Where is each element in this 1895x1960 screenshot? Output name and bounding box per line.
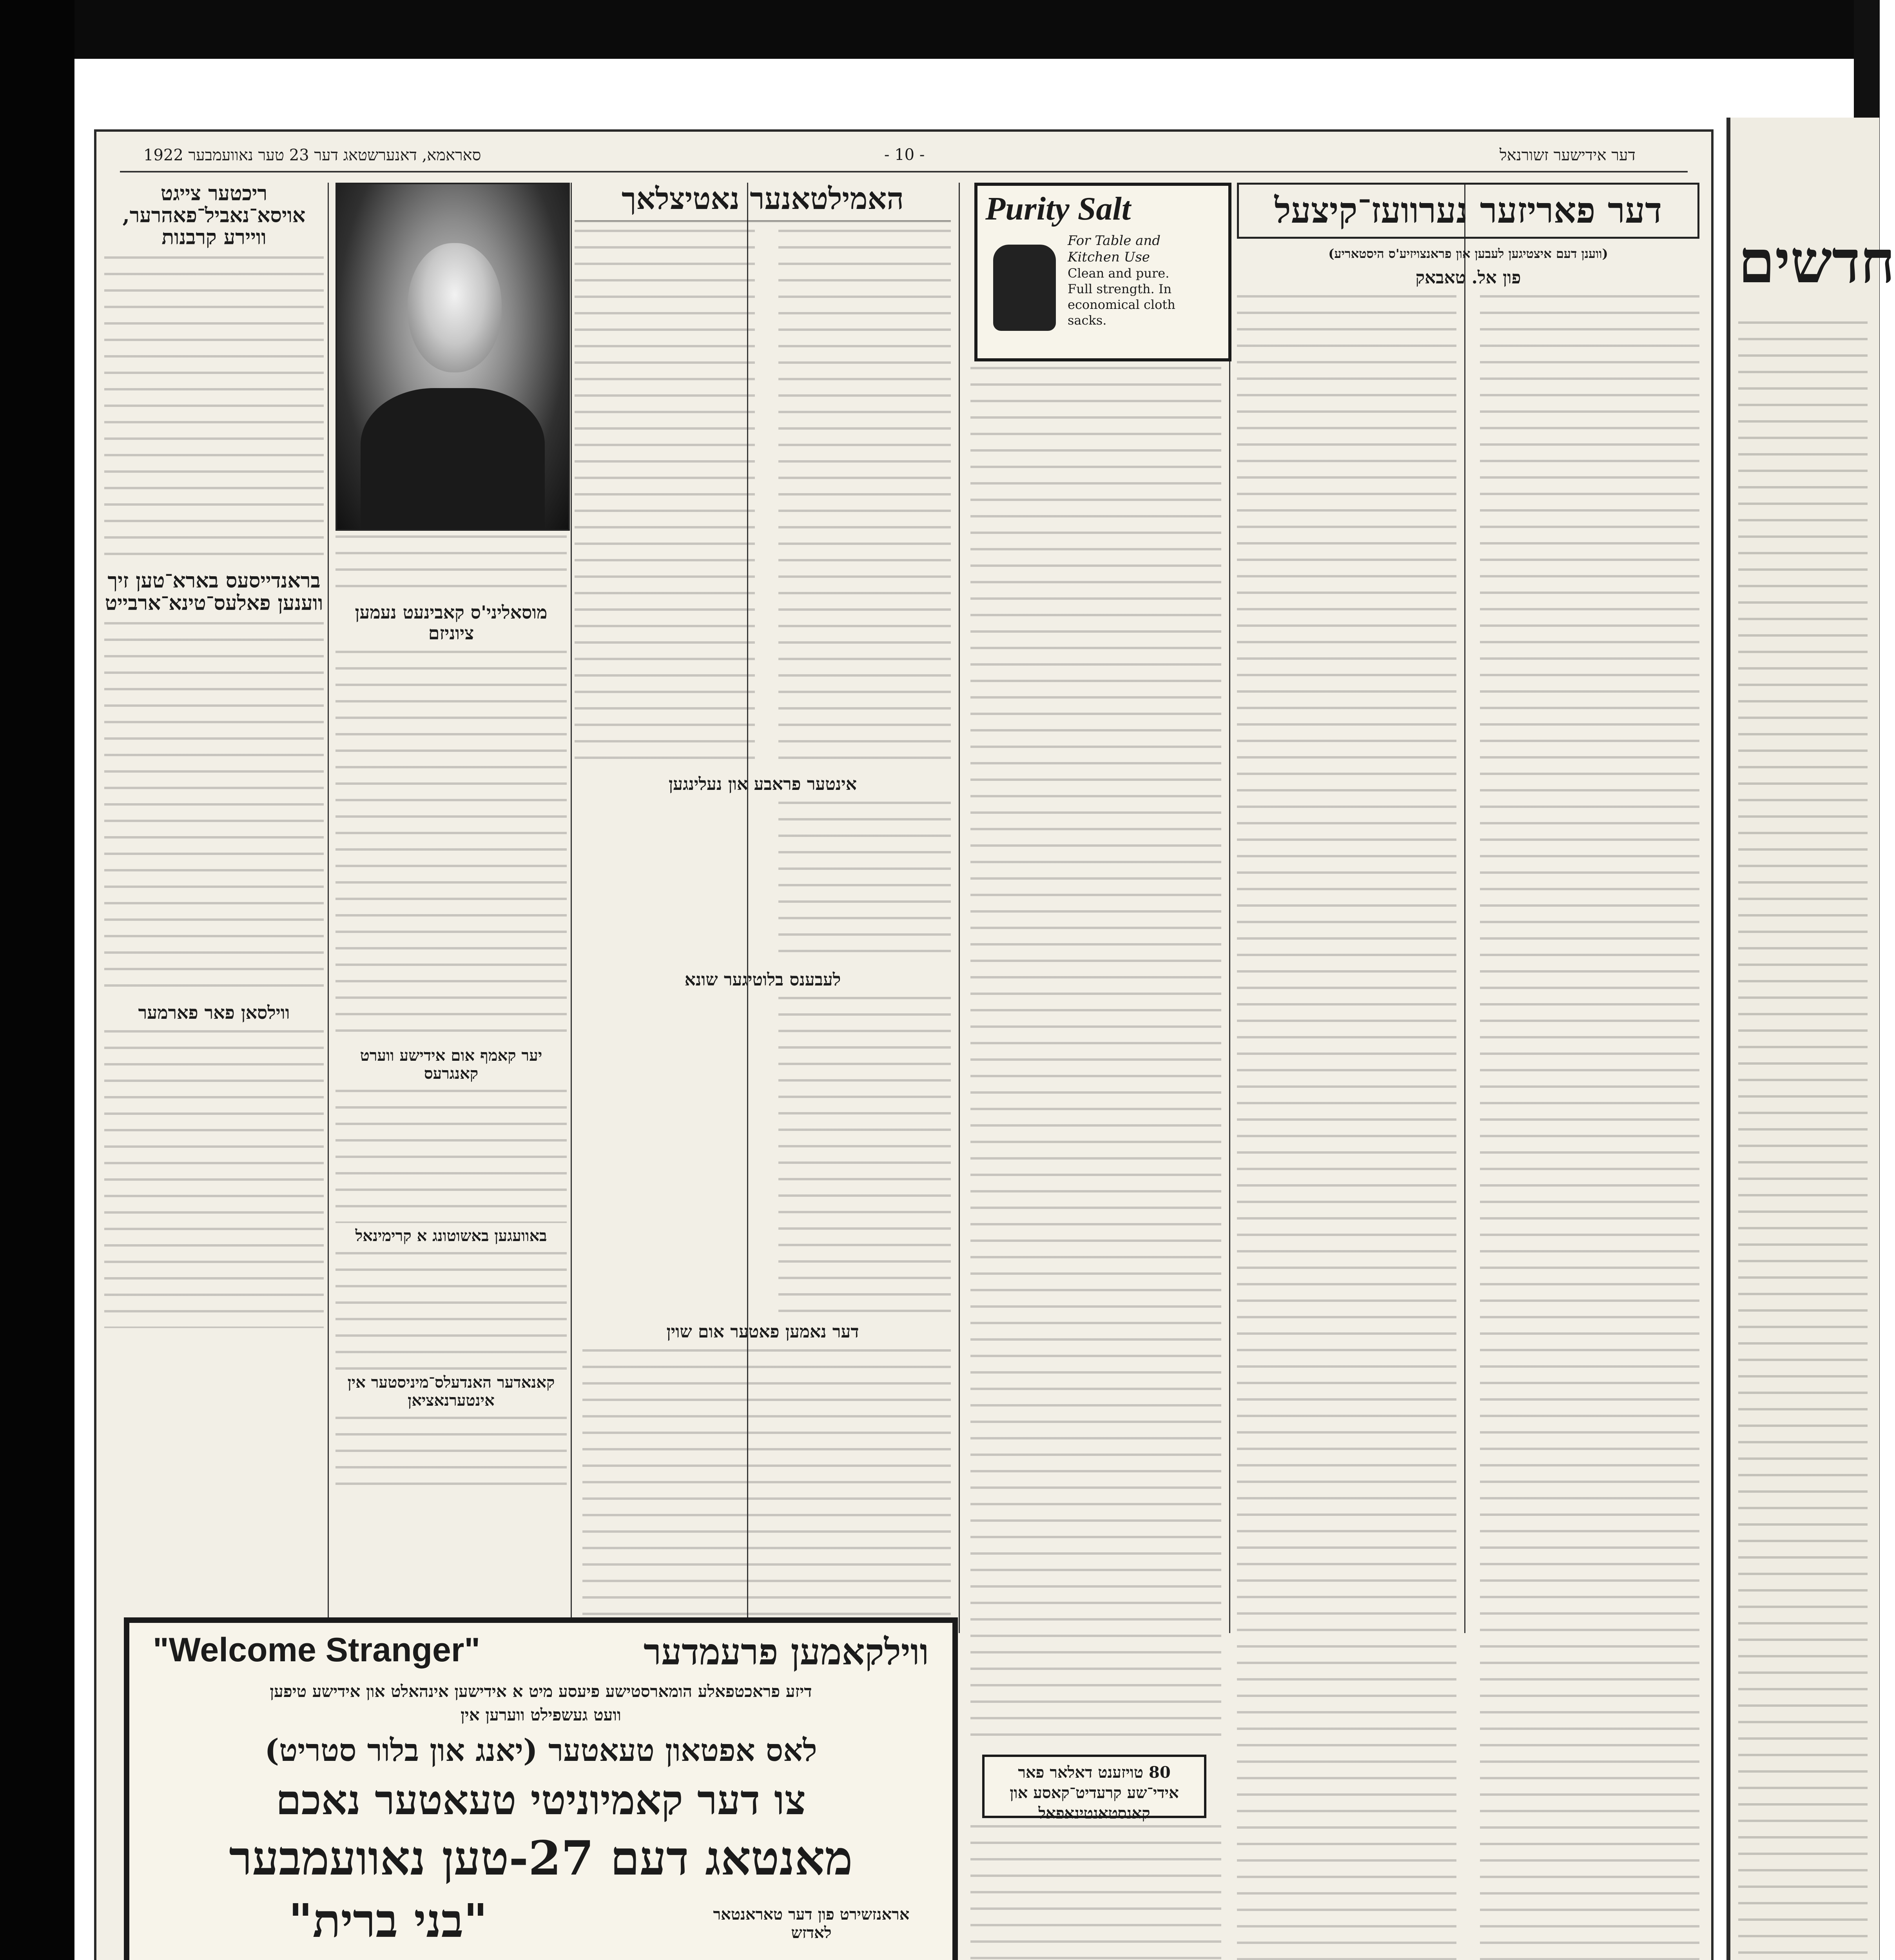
purity-salt-ad xyxy=(974,183,1231,361)
salt-ad-line: Clean and pure. xyxy=(1068,266,1170,281)
article-body xyxy=(335,1090,567,1223)
article-headline: בראנדייסעס בארא־טען זיך ווענען פאלעס־טינא־ארבייט xyxy=(105,569,323,615)
portrait-photo xyxy=(335,183,570,531)
film-frame-left xyxy=(0,0,74,1960)
column-rule xyxy=(959,183,960,1633)
ad-venue: לאס אפטאון טעאטער (יאנג און בלור סטריט) xyxy=(265,1733,817,1768)
ad-line: דיזע פראכטפאלע הומארסטישע פיעסע מיט א אידישען אינהאלט און אידישע טיפען xyxy=(270,1682,812,1701)
article-nervous-thrill xyxy=(1237,183,1699,1960)
ad-line: צו דער קאמיוניטי טעאטער נאכם xyxy=(276,1776,806,1824)
credit-fund-text: 80 טויזענט דאלאר פאר אידי־שע קרעדיט־קאסע און קאנסטאנטינאפאל xyxy=(1010,1763,1179,1822)
page-header xyxy=(120,140,1688,172)
ad-title-english: "Welcome Stranger" xyxy=(153,1631,481,1669)
ad-date: מאנטאג דעם 27-טען נאוועמבער xyxy=(229,1831,853,1886)
portrait-coat xyxy=(361,388,545,529)
newspaper-page xyxy=(94,129,1714,1960)
column-rule xyxy=(328,183,329,1633)
column-rule xyxy=(571,183,572,1633)
header-page-number: - 10 - xyxy=(884,146,925,164)
article-headline: דער פאריזער נערוועז־קיצעל xyxy=(1237,183,1699,239)
ad-title-yiddish: ווילקאמען פרעמדער xyxy=(644,1631,929,1673)
welcome-stranger-ad xyxy=(124,1617,958,1960)
header-paper-name: דער אידישער זשורנאל xyxy=(1500,146,1636,164)
next-page-fragment xyxy=(1726,118,1895,1960)
credit-fund-notice xyxy=(982,1755,1206,1822)
photo-caption xyxy=(335,535,567,598)
article-body-lower xyxy=(970,367,1221,1739)
article-body xyxy=(778,802,951,966)
article-subhead: אינטער פראבע און נעלינגען xyxy=(668,774,857,795)
article-body xyxy=(335,1252,567,1370)
column-rule xyxy=(1229,183,1230,1633)
next-page-headline: חדשים xyxy=(1738,227,1895,296)
salt-ad-line: Kitchen Use xyxy=(1068,249,1150,265)
salt-ad-line: sacks. xyxy=(1068,313,1107,328)
article-body xyxy=(970,367,1221,1739)
article-subhead: יער קאמף אום אידישע ווערט קאנגרעס xyxy=(360,1046,542,1083)
ad-organizer-note: אראנזשירט פון דער טאראנטאר לאדזש xyxy=(713,1905,910,1942)
article-body xyxy=(778,230,951,771)
article-body-lower xyxy=(970,1825,1221,1960)
article-body xyxy=(1480,295,1699,1960)
salt-ad-brand: Purity Salt xyxy=(985,191,1131,227)
article-subtitle: (ווענן דעם איצטיגען לעבען און פראנצויזיע'ס היסטאריע) xyxy=(1328,246,1608,261)
portrait-face xyxy=(408,243,502,372)
film-frame-top xyxy=(0,0,1880,59)
ad-line: וועט געשפילט ווערען אין xyxy=(461,1705,621,1724)
ad-organizer: "בני ברית" xyxy=(288,1893,488,1948)
article-body xyxy=(575,230,755,771)
salt-ad-line: economical cloth xyxy=(1068,297,1175,312)
article-body xyxy=(104,622,324,998)
article-body xyxy=(104,256,324,562)
header-date: סאראמא, דאנערשטאג דער 23 טער נאוועמבער 1922 xyxy=(143,146,481,164)
article-headline: ריכטער צייגט אויסא־נאביל־פאהרער, וויירע קרבנות xyxy=(122,181,306,250)
article-body xyxy=(335,651,567,1043)
article-headline: האמילטאנער נאטיצלאך xyxy=(575,183,951,222)
article-subhead: באוועגען באשוטונג א קרימינאל xyxy=(355,1226,547,1245)
article-byline: פון אל. טאבאק xyxy=(1415,267,1521,288)
article-subhead: ווילסאן פאר פארמער xyxy=(138,1002,290,1023)
article-body xyxy=(104,1030,324,1328)
article-subhead: לעבענס בלוטיגער שונא xyxy=(684,969,841,990)
article-body xyxy=(970,1825,1221,1960)
salt-ad-line: Full strength. In xyxy=(1068,281,1172,296)
salt-ad-line: For Table and xyxy=(1068,233,1161,249)
article-body xyxy=(335,1417,567,1487)
article-body xyxy=(778,997,951,1318)
article-subhead: קאנאדער האנדעלס־מיניסטער אין אינטערנאציאן xyxy=(347,1373,555,1410)
article-subhead: מוסאליני'ס קאבינעט נעמען ציוניזם xyxy=(355,602,548,644)
article-body xyxy=(582,1349,951,1624)
next-page-text xyxy=(1738,321,1868,1960)
salt-shaker-icon xyxy=(993,245,1056,331)
article-subhead: דער נאמען פאטער אום שוין xyxy=(666,1322,859,1342)
article-body xyxy=(1237,295,1456,1960)
